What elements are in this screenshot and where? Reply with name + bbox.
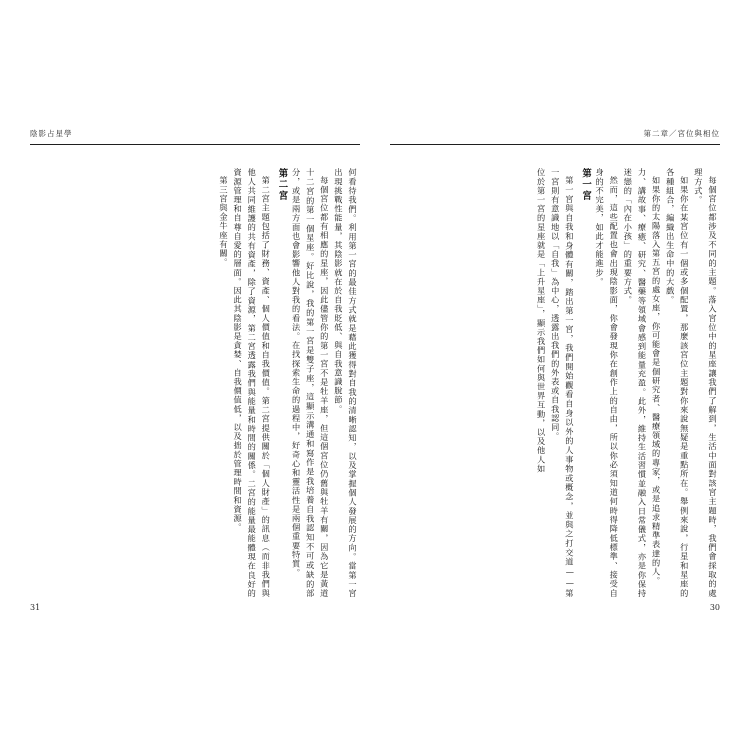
paragraph: 如果你在某宮位有一個或多個配置，那麼該宮位主題對你來說無疑是重點所在。舉例來說，行星和星座的各種組合，編織出生命中的大戲。 bbox=[665, 168, 690, 598]
header-rule-right bbox=[390, 144, 720, 145]
section-heading-second-house: 第二宮 bbox=[276, 168, 288, 203]
text-column-page-30 bbox=[390, 168, 720, 598]
header-rule-left bbox=[30, 144, 360, 145]
paragraph: 第二宮主題包括了財務、資產、個人價值和自我價值。第二宮提供關於「個人財產」的訊息（而非我們與他人共同維護的共有資產，除了資源，第二宮透露我們與能量和時間的關係。二宮的能量最能體現在良好的資源管理和自尊自愛的層面。因此其陰影是貪婪、自我價值低，以及拙於管理時間和資源。 bbox=[233, 168, 272, 598]
paragraph: 力、講故事、療癒、研究、醫藥等領域會感到能量充盈。此外，維持生活習慣並融入日常儀式，亦是你保持迷戀的「內在小孩」的重要方式。 bbox=[623, 168, 648, 598]
folio-left: 31 bbox=[30, 603, 41, 612]
paragraph: 位於第一宮的星座就是「上升星座」，顯示我們如何與世界互動，以及他人如 bbox=[536, 168, 547, 474]
folio-right: 30 bbox=[709, 603, 720, 612]
paragraph: 每個宮位都有相應的星座，因此儘管你的第一宮不是牡羊座，但這個宮位仍舊與牡羊有關，因為它是黃道十二宮的第一個星座。好比說，我的第一宮是雙子座，這顯示溝通和寫作是我培養自我認知不可或缺的部分，或是兩方面也會影響他人對我的看法。在找探索生命的過程中，好奇心和靈活性是兩個重要特質。 bbox=[291, 168, 330, 598]
paragraph: 第三宮與金牛座有關。 bbox=[218, 176, 229, 268]
section-heading-first-house: 第一宮 bbox=[580, 168, 592, 203]
paragraph: 然而，這些配置也會出現陰影面，你會發現你在創作上的自由，所以你必須知道何時得降低標準、接受自身的不完美，如此才能進步。 bbox=[595, 168, 620, 598]
running-head-left: 陰影占星學 bbox=[30, 129, 73, 138]
paragraph: 每個宮位都涉及不同的主題。落入宮位中的星座讓我們了解到，生活中面對該宮主題時，我們會採取的處理方式。 bbox=[693, 168, 718, 598]
paragraph: 如果你的太陽落入第五宮的處女座，你可能會是個研究者、醫療領域的專家，或是追求精準表達的人。 bbox=[651, 176, 662, 586]
paragraph: 何看待我們。利用第一宮的最佳方式就是藉此獲得對自我的清晰認知，以及掌握個人發展的方向。當第一宮出現挑戰性能量，其陰影就在於自我貶低、與自我意識脫節。 bbox=[333, 168, 358, 598]
running-head-right: 第二章／宮位與相位 bbox=[643, 129, 720, 138]
paragraph: 第一宮與自我和身體有關，踏出第一宮，我們開始觀看自身以外的人事物或概念，並與之打交道——第一宮則有意識地以「自我」為中心，透露出我們的外表或自我認同。 bbox=[550, 168, 575, 598]
text-column-page-31 bbox=[30, 168, 360, 598]
